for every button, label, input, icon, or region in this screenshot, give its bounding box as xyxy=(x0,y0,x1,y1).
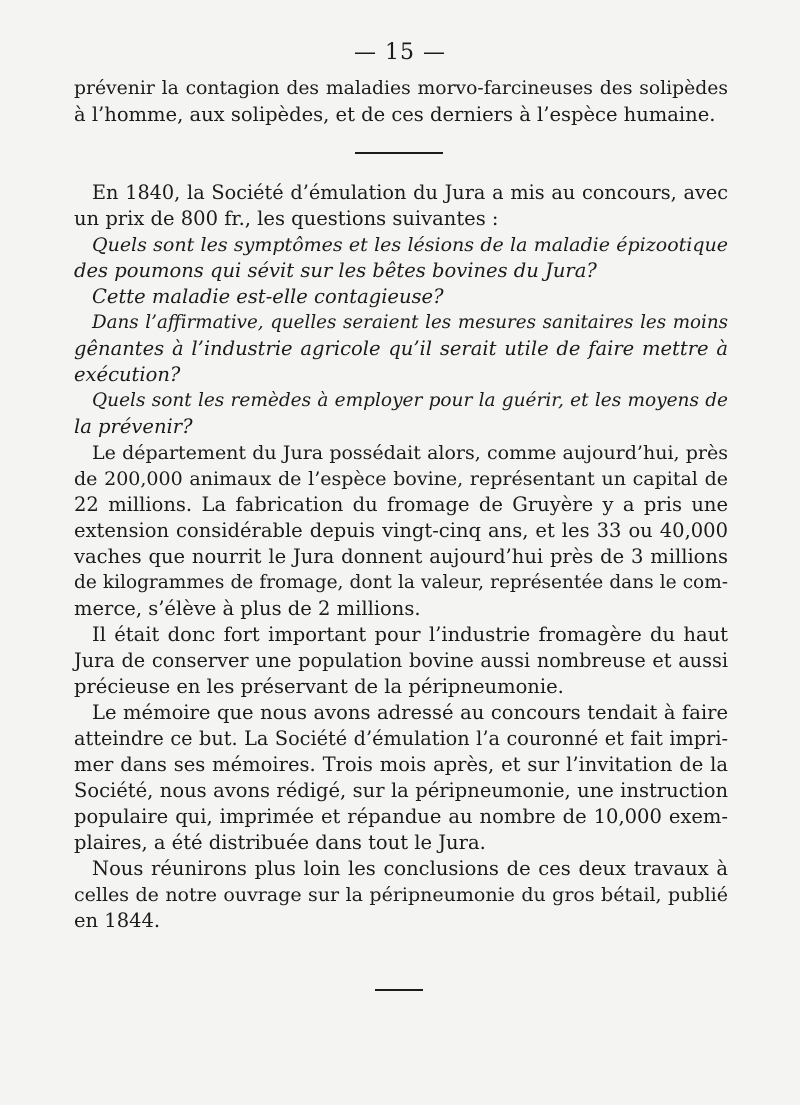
paragraph-department xyxy=(74,440,728,622)
text-line: à l’homme, aux solipèdes, et de ces derniers à l’espèce humaine. xyxy=(74,103,716,126)
text-line: Jura de conserver une population bovine aussi nombreuse et aussi xyxy=(74,649,728,672)
question-remedies xyxy=(74,388,728,440)
text-line: Quels sont les remèdes à employer pour la guérir, et les moyens de xyxy=(92,390,728,411)
main-text xyxy=(74,180,728,934)
text-line: gênantes à l’industrie agricole qu’il serait utile de faire mettre à xyxy=(74,337,728,360)
text-line: Le mémoire que nous avons adressé au concours tendait à faire xyxy=(92,701,728,724)
question-symptoms xyxy=(74,232,728,284)
paragraph-memoir xyxy=(74,700,728,856)
text-line: mer dans ses mémoires. Trois mois après, et sur l’invitation de la xyxy=(74,753,728,776)
text-line: En 1840, la Société d’émulation du Jura a mis au concours, avec xyxy=(92,181,728,204)
text-line: Société, nous avons rédigé, sur la péripneumonie, une instruction xyxy=(74,779,728,802)
paragraph-conclusions xyxy=(74,856,728,934)
text-line: Quels sont les symptômes et les lésions de la maladie épizootique xyxy=(92,234,728,256)
text-line: populaire qui, imprimée et répandue au nombre de 10,000 exem- xyxy=(74,805,728,828)
text-line: plaires, a été distribuée dans tout le Jura. xyxy=(74,831,486,854)
text-line: Le département du Jura possédait alors, comme aujourd’hui, près xyxy=(92,442,728,464)
text-line: la prévenir? xyxy=(74,415,193,438)
question-contagious xyxy=(74,284,728,310)
section-divider xyxy=(355,152,443,154)
text-line: extension considérable depuis vingt-cinq ans, et les 33 ou 40,000 xyxy=(74,519,728,542)
text-line: en 1844. xyxy=(74,909,161,932)
question-measures xyxy=(74,310,728,388)
text-line: précieuse en les préservant de la péripneumonie. xyxy=(74,675,564,698)
paragraph-contest xyxy=(74,180,728,232)
text-line: Cette maladie est-elle contagieuse? xyxy=(92,285,444,308)
text-line: Nous réunirons plus loin les conclusions de ces deux travaux à xyxy=(92,857,728,880)
text-line: vaches que nourrit le Jura donnent aujourd’hui près de 3 millions xyxy=(74,545,728,568)
text-line: atteindre ce but. La Société d’émulation l’a couronné et fait impri- xyxy=(74,727,728,750)
text-line: un prix de 800 fr., les questions suivantes : xyxy=(74,207,499,230)
end-divider xyxy=(375,989,423,991)
page-number: — 15 — xyxy=(354,40,446,65)
text-line: exécution? xyxy=(74,363,181,386)
text-line: celles de notre ouvrage sur la péripneumonie du gros bétail, publié xyxy=(74,884,728,906)
text-line: Dans l’affirmative, quelles seraient les mesures sanitaires les moins xyxy=(92,312,728,333)
text-line: des poumons qui sévit sur les bêtes bovines du Jura? xyxy=(74,259,597,282)
paragraph-importance xyxy=(74,622,728,700)
text-line: prévenir la contagion des maladies morvo-farcineuses des solipèdes xyxy=(74,78,728,99)
text-line: 22 millions. La fabrication du fromage de Gruyère y a pris une xyxy=(74,493,728,516)
text-line: de kilogrammes de fromage, dont la valeur, représentée dans le com- xyxy=(74,572,728,593)
text-line: de 200,000 animaux de l’espèce bovine, représentant un capital de xyxy=(74,468,728,490)
intro-paragraph xyxy=(74,76,728,128)
text-line: Il était donc fort important pour l’industrie fromagère du haut xyxy=(92,623,728,646)
text-line: merce, s’élève à plus de 2 millions. xyxy=(74,597,421,620)
